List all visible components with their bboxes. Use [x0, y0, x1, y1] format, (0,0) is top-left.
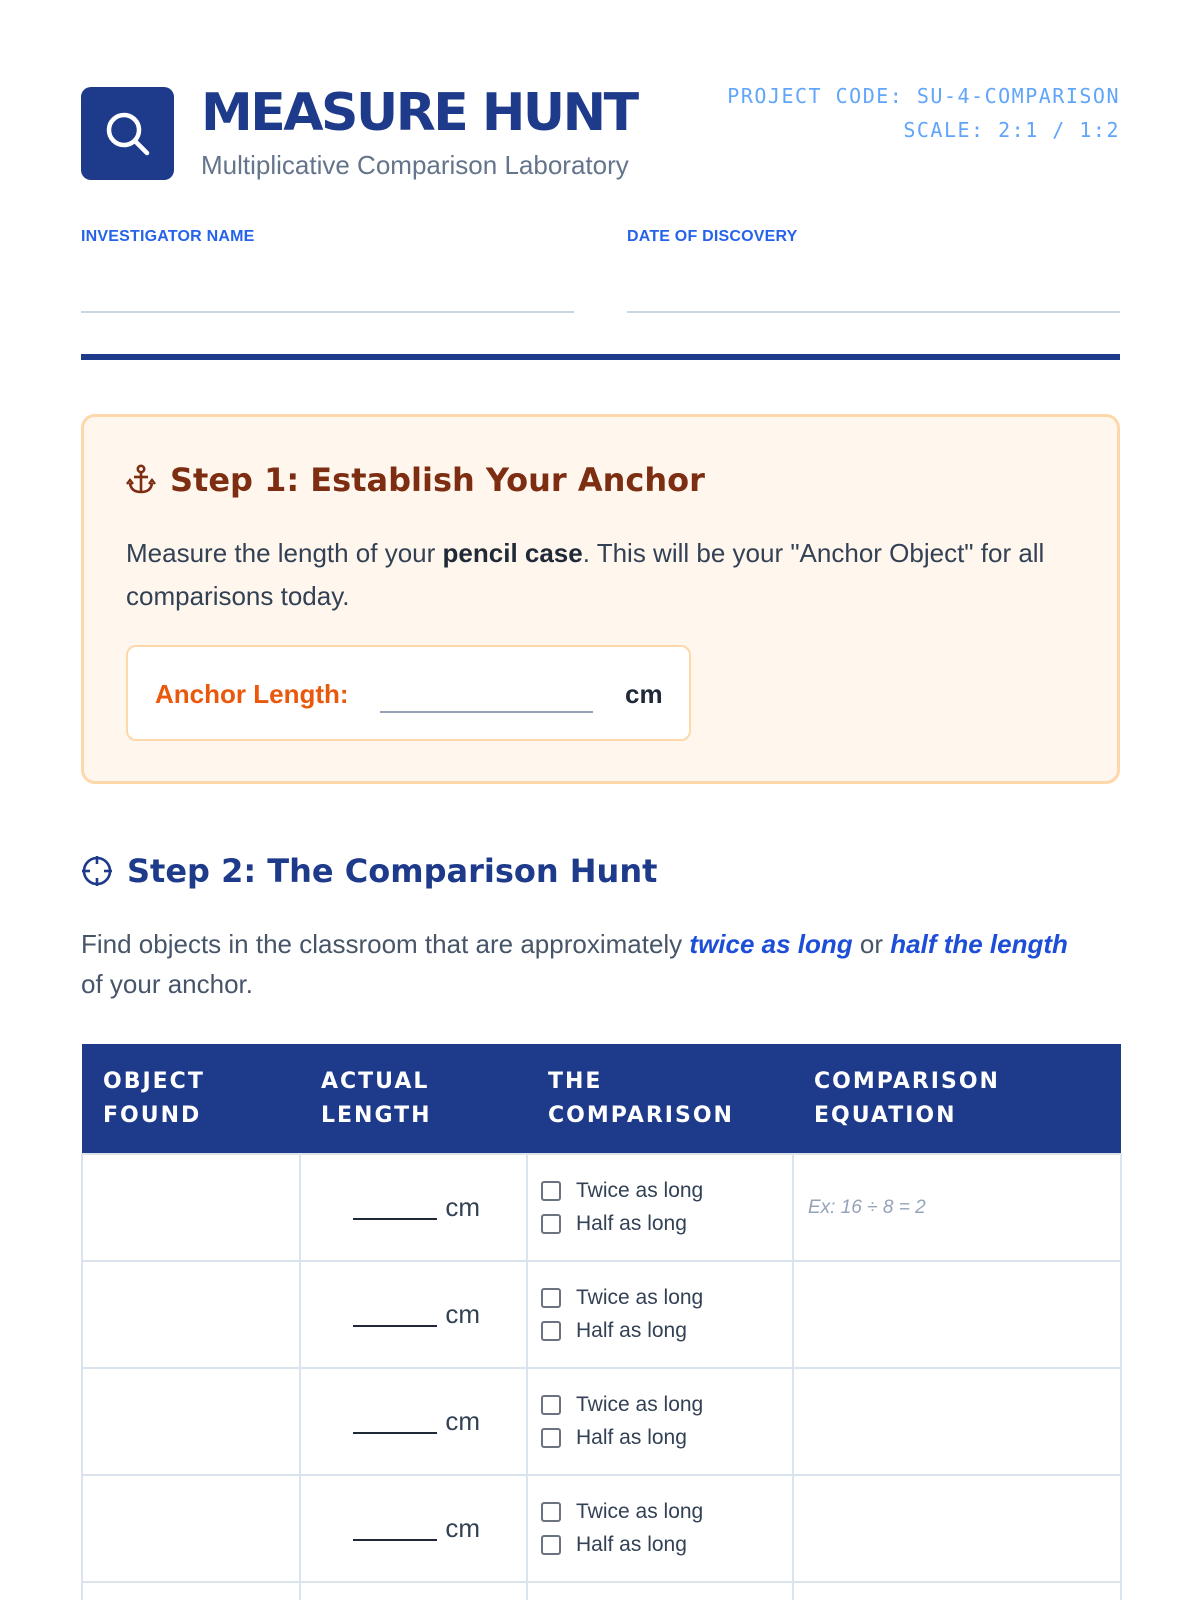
comparison-cell	[527, 1368, 793, 1475]
comparison-cell	[527, 1154, 793, 1261]
checkbox[interactable]	[541, 1502, 561, 1522]
option-label: Half as long	[576, 1533, 687, 1556]
date-label: DATE OF DISCOVERY	[627, 228, 798, 245]
step1-text-bold: pencil case	[442, 538, 583, 568]
equation-example: Ex: 16 ÷ 8 = 2	[808, 1196, 926, 1218]
length-blank[interactable]	[353, 1432, 437, 1434]
header-comparison-equation: COMPARISON EQUATION	[793, 1044, 1121, 1154]
table-header-row	[82, 1044, 1121, 1154]
object-cell[interactable]	[82, 1154, 300, 1261]
header-actual-length: ACTUAL LENGTH	[300, 1044, 527, 1154]
table-row	[82, 1475, 1121, 1582]
step1-heading	[126, 461, 705, 499]
step2-text-part: Find objects in the classroom that are approximately	[81, 929, 690, 959]
length-blank[interactable]	[353, 1325, 437, 1327]
comparison-cell	[527, 1475, 793, 1582]
equation-cell[interactable]	[793, 1582, 1121, 1600]
anchor-icon	[126, 464, 156, 496]
object-cell[interactable]	[82, 1475, 300, 1582]
option-label: Half as long	[576, 1319, 687, 1342]
option-half[interactable]	[528, 1208, 792, 1241]
checkbox[interactable]	[541, 1395, 561, 1415]
date-field[interactable]	[627, 228, 1120, 246]
page-title: MEASURE HUNT	[201, 83, 637, 143]
length-unit: cm	[445, 1299, 480, 1329]
step1-title: Step 1: Establish Your Anchor	[170, 461, 705, 499]
option-label: Twice as long	[576, 1179, 704, 1202]
checkbox[interactable]	[541, 1214, 561, 1234]
checkbox[interactable]	[541, 1288, 561, 1308]
step2-emphasis: half the length	[890, 929, 1068, 959]
table-row	[82, 1582, 1121, 1600]
object-cell[interactable]	[82, 1368, 300, 1475]
equation-cell[interactable]	[793, 1475, 1121, 1582]
option-label: Half as long	[576, 1212, 687, 1235]
length-blank[interactable]	[353, 1218, 437, 1220]
step2-emphasis: twice as long	[689, 929, 853, 959]
step1-text-part: . This will be your "Anchor Object" for all comparisons today.	[126, 538, 1045, 611]
length-cell[interactable]	[300, 1261, 527, 1368]
length-cell[interactable]	[300, 1475, 527, 1582]
anchor-length-unit: cm	[625, 679, 663, 709]
equation-cell[interactable]	[793, 1154, 1121, 1261]
option-twice[interactable]	[528, 1175, 792, 1208]
header-the-comparison: THE COMPARISON	[527, 1044, 793, 1154]
option-label: Twice as long	[576, 1286, 704, 1309]
option-half[interactable]	[528, 1315, 792, 1348]
equation-cell[interactable]	[793, 1261, 1121, 1368]
length-cell[interactable]	[300, 1368, 527, 1475]
option-label: Twice as long	[576, 1393, 704, 1416]
header-object-found: OBJECT FOUND	[82, 1044, 300, 1154]
crosshair-icon	[81, 855, 113, 887]
option-twice[interactable]	[528, 1389, 792, 1422]
checkbox[interactable]	[541, 1321, 561, 1341]
table-row	[82, 1154, 1121, 1261]
step2-instructions	[81, 924, 1081, 1004]
length-unit: cm	[445, 1513, 480, 1543]
investigator-name-label: INVESTIGATOR NAME	[81, 228, 255, 245]
option-twice[interactable]	[528, 1282, 792, 1315]
length-cell[interactable]	[300, 1582, 527, 1600]
project-meta	[727, 79, 1120, 147]
object-cell[interactable]	[82, 1582, 300, 1600]
checkbox[interactable]	[541, 1181, 561, 1201]
length-blank[interactable]	[353, 1539, 437, 1541]
length-cell[interactable]	[300, 1154, 527, 1261]
checkbox[interactable]	[541, 1428, 561, 1448]
option-half[interactable]	[528, 1422, 792, 1455]
comparison-table	[81, 1044, 1122, 1600]
equation-cell[interactable]	[793, 1368, 1121, 1475]
option-label: Twice as long	[576, 1500, 704, 1523]
step2-heading	[81, 852, 657, 890]
step1-instructions	[126, 532, 1076, 618]
step2-text-part: of your anchor.	[81, 969, 253, 999]
anchor-length-box	[126, 645, 691, 741]
table-row	[82, 1368, 1121, 1475]
checkbox[interactable]	[541, 1535, 561, 1555]
object-cell[interactable]	[82, 1261, 300, 1368]
table-row	[82, 1261, 1121, 1368]
project-code: PROJECT CODE: SU-4-COMPARISON	[727, 84, 1120, 108]
scale-label: SCALE: 2:1 / 1:2	[903, 118, 1120, 142]
page-subtitle: Multiplicative Comparison Laboratory	[201, 150, 629, 180]
anchor-length-label: Anchor Length:	[155, 679, 349, 709]
date-line[interactable]	[627, 311, 1120, 313]
investigator-name-line[interactable]	[81, 311, 574, 313]
comparison-cell	[527, 1582, 793, 1600]
length-unit: cm	[445, 1192, 480, 1222]
comparison-cell	[527, 1261, 793, 1368]
option-twice[interactable]	[528, 1496, 792, 1529]
option-label: Half as long	[576, 1426, 687, 1449]
header	[81, 83, 1120, 187]
anchor-length-input[interactable]	[380, 711, 593, 713]
length-unit: cm	[445, 1406, 480, 1436]
logo	[81, 87, 174, 180]
header-divider	[81, 354, 1120, 360]
step2-text-part: or	[852, 929, 891, 959]
option-half[interactable]	[528, 1529, 792, 1562]
investigator-name-field[interactable]	[81, 228, 574, 246]
step1-panel	[81, 414, 1120, 784]
step2-title: Step 2: The Comparison Hunt	[127, 852, 658, 890]
step1-text-part: Measure the length of your	[126, 538, 443, 568]
search-icon	[103, 109, 153, 159]
